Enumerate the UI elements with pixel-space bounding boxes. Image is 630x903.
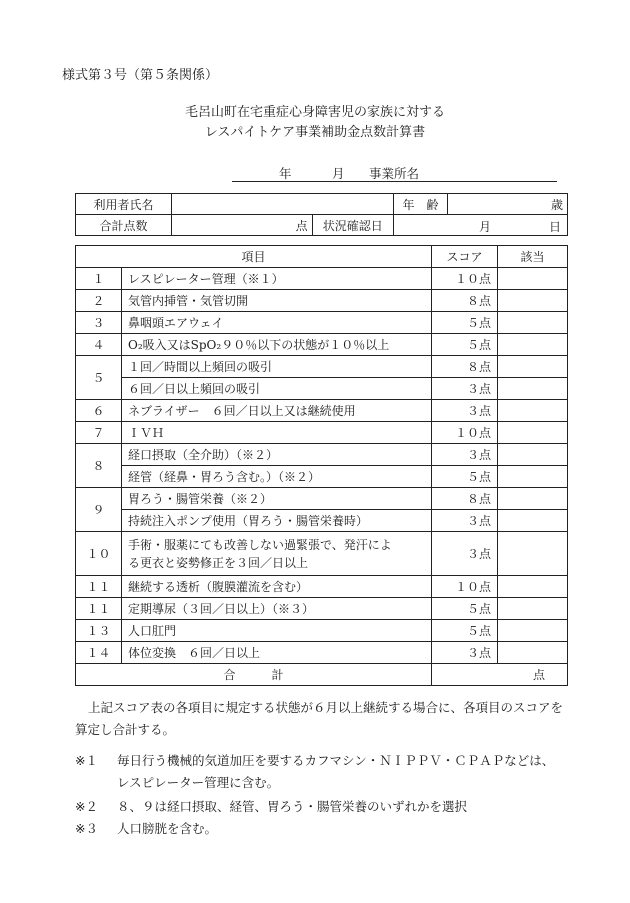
table-row [76,290,568,312]
row-number: １１ [76,598,122,620]
row-item-line1: 手術・服薬にても改善しない過緊張で、発汗によ [128,537,392,552]
note-mark: ※１ [75,753,98,768]
row-applicable-cell[interactable] [498,510,568,532]
row-score: ５点 [432,334,498,356]
row-item: 人口肛門 [122,620,432,642]
row-item: 持続注入ポンプ使用（胃ろう・腸管栄養時） [122,510,432,532]
row-item: 経管（経鼻・胃ろう含む。）（※２） [122,466,432,488]
note-2 [75,796,467,818]
note-1-continuation: レスピレーター管理に含む。 [117,775,280,790]
row-number: １１ [76,576,122,598]
table-row [76,576,568,598]
row-score: ３点 [432,532,498,576]
total-row [76,664,568,686]
total-label: 合 計 [76,664,432,686]
row-item: 継続する透析（腹膜灌流を含む） [122,576,432,598]
row-item: レスピレーター管理（※１） [122,268,432,290]
row-score: ５点 [432,312,498,334]
status-date-field[interactable] [393,215,567,236]
row-applicable-cell[interactable] [498,488,568,510]
row-item: １回／時間以上頻回の吸引 [122,356,432,378]
row-number: ９ [76,488,122,532]
row-number: １ [76,268,122,290]
row-applicable-cell[interactable] [498,312,568,334]
row-number: ５ [76,356,122,400]
age-field[interactable] [448,194,568,215]
date-office-line [232,163,557,182]
row-number: １４ [76,642,122,664]
row-applicable-cell[interactable] [498,466,568,488]
age-label: 年 齢 [393,194,447,215]
row-score: ３点 [432,400,498,422]
note-mark: ※２ [75,799,98,814]
row-number: ２ [76,290,122,312]
table-row [76,422,568,444]
row-item: 経口摂取（全介助）（※２） [122,444,432,466]
row-item: O₂吸入又はSpO₂９０％以下の状態が１０％以上 [122,334,432,356]
row-number: ４ [76,334,122,356]
row-item [122,532,432,576]
note-text: ８、９は経口摂取、経管、胃ろう・腸管栄養のいずれかを選択 [117,799,468,814]
row-applicable-cell[interactable] [498,576,568,598]
row-item: 気管内挿管・気管切開 [122,290,432,312]
table-row [76,532,568,576]
row-applicable-cell[interactable] [498,598,568,620]
form-number: 様式第３号（第５条関係） [62,68,219,83]
row-item: 鼻咽頭エアウェイ [122,312,432,334]
table-row [76,488,568,510]
month-label: 月 [332,166,345,181]
row-item: 定期導尿（３回／日以上）（※３） [122,598,432,620]
row-score: ８点 [432,356,498,378]
note-mark: ※３ [75,821,98,836]
header-item: 項目 [76,246,432,268]
year-label: 年 [279,166,292,181]
row-item: 胃ろう・腸管栄養（※２） [122,488,432,510]
row-number: ８ [76,444,122,488]
row-item: 体位変換 ６回／日以上 [122,642,432,664]
row-item: ＩＶＨ [122,422,432,444]
points-unit: 点 [295,218,308,233]
row-applicable-cell[interactable] [498,356,568,378]
row-item-line2: る更衣と姿勢修正を３回／日以上 [128,555,309,570]
table-row [76,444,568,466]
row-score: ３点 [432,510,498,532]
office-name-label: 事業所名 [369,166,420,181]
table-row [76,378,568,400]
document-title-line2: レスパイトケア事業補助金点数計算書 [204,125,426,140]
row-score: ８点 [432,290,498,312]
score-table [75,245,568,686]
row-applicable-cell[interactable] [498,400,568,422]
row-applicable-cell[interactable] [498,378,568,400]
table-row [76,642,568,664]
user-name-label: 利用者氏名 [76,194,172,215]
row-applicable-cell[interactable] [498,290,568,312]
header-applicable: 該当 [498,246,568,268]
note-3 [75,818,217,840]
table-row [76,510,568,532]
row-number: １０ [76,532,122,576]
age-unit: 歳 [550,197,563,212]
row-score: ３点 [432,642,498,664]
row-applicable-cell[interactable] [498,444,568,466]
row-score: １０点 [432,576,498,598]
row-number: ７ [76,422,122,444]
table-row [76,466,568,488]
row-applicable-cell[interactable] [498,268,568,290]
status-date-label: 状況確認日 [312,215,393,236]
row-score: ５点 [432,598,498,620]
month-unit: 月 [478,220,491,234]
row-score: ３点 [432,444,498,466]
table-row [76,598,568,620]
row-applicable-cell[interactable] [498,532,568,576]
row-applicable-cell[interactable] [498,642,568,664]
row-score: １０点 [432,268,498,290]
row-score: ８点 [432,488,498,510]
row-applicable-cell[interactable] [498,334,568,356]
total-score-field[interactable] [432,664,568,686]
row-number: １３ [76,620,122,642]
row-score: ３点 [432,378,498,400]
table-row [76,400,568,422]
user-name-field[interactable] [171,194,393,215]
row-applicable-cell[interactable] [498,620,568,642]
total-points-field[interactable] [171,215,312,236]
table-row [76,620,568,642]
note-1 [75,750,554,772]
note-text: 毎日行う機械的気道加圧を要するカフマシン・ＮＩＰＰＶ・ＣＰＡＰなどは、 [117,753,555,768]
row-item: ６回／日以上頻回の吸引 [122,378,432,400]
row-score: ５点 [432,620,498,642]
table-row [76,268,568,290]
row-item: ネブライザー ６回／日以上又は継続使用 [122,400,432,422]
total-points-label: 合計点数 [76,215,172,236]
day-unit: 日 [548,220,561,234]
row-applicable-cell[interactable] [498,422,568,444]
document-title-line1: 毛呂山町在宅重症心身障害児の家族に対する [184,105,445,120]
header-score: スコア [432,246,498,268]
table-row [76,312,568,334]
scoring-explanation: 上記スコア表の各項目に規定する状態が６月以上継続する場合に、各項目のスコアを算定し合計する。 [75,700,564,737]
row-number: ６ [76,400,122,422]
row-score: ５点 [432,466,498,488]
user-info-table [75,193,568,236]
table-row [76,334,568,356]
row-score: １０点 [432,422,498,444]
row-number: ３ [76,312,122,334]
total-unit: 点 [532,668,545,682]
note-text: 人口膀胱を含む。 [117,821,218,836]
table-row [76,356,568,378]
